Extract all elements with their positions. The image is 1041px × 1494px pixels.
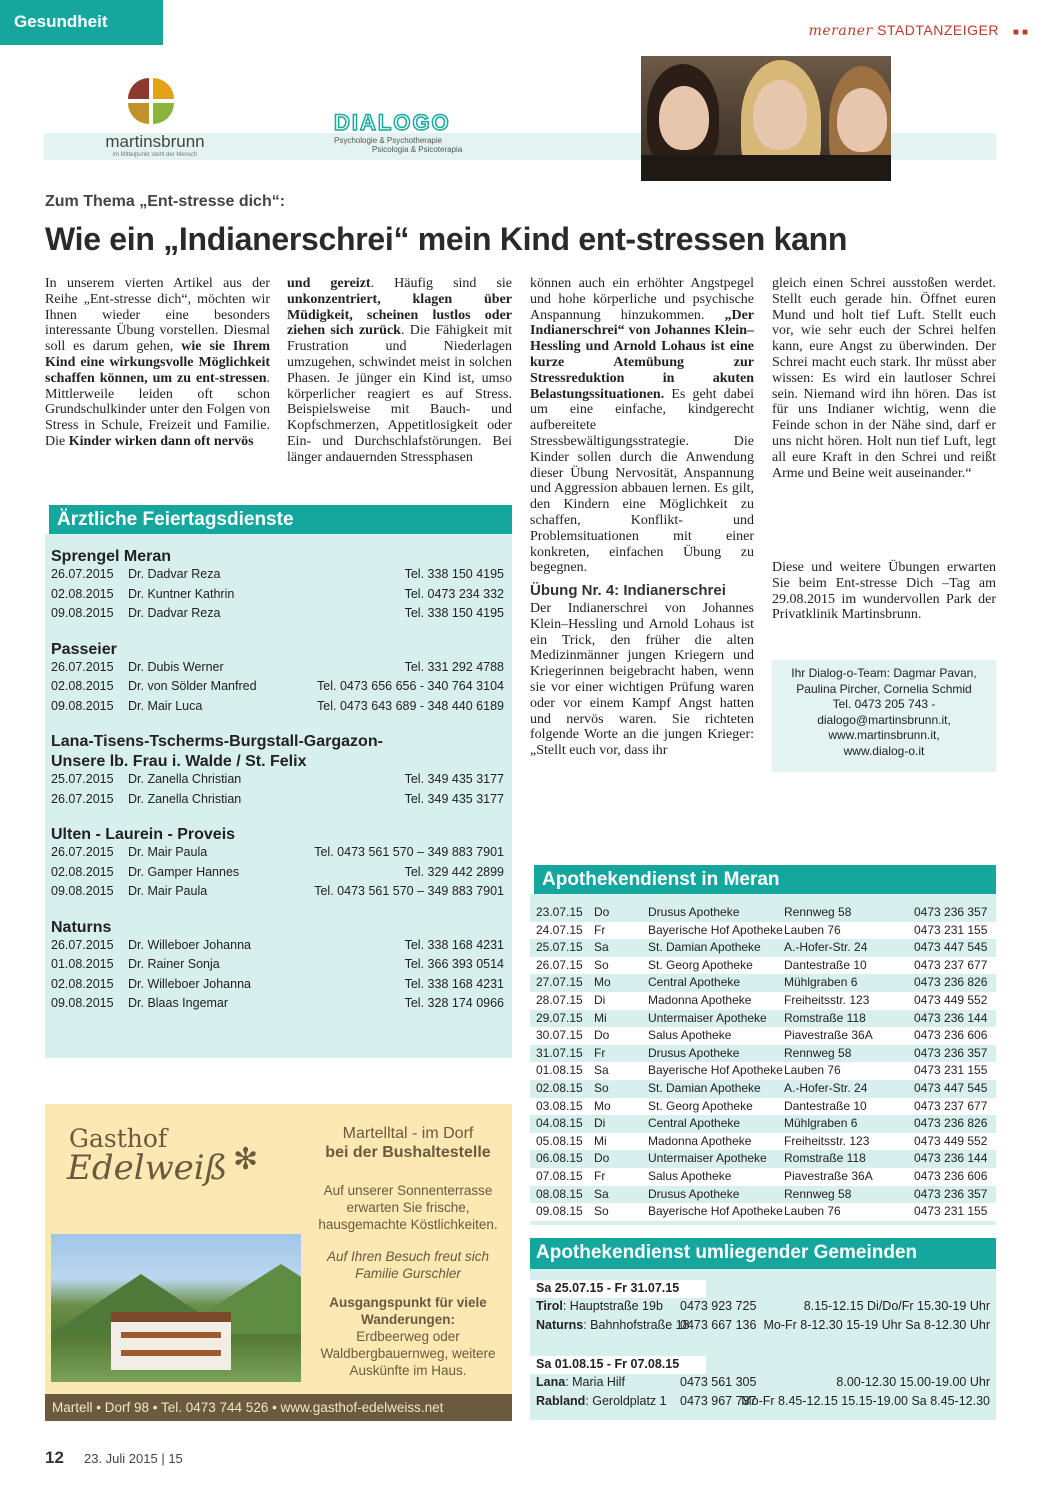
pharmacy-date: 25.07.15 [536,940,583,955]
pharmacy-phone: 0473 236 606 [914,1028,988,1043]
doctor-name: Dr. Mair Paula [128,845,208,859]
doctor-name: Dr. Zanella Christian [128,772,242,786]
pharmacy-row [530,939,996,957]
pharmacy-row [530,1186,996,1204]
pharmacy-address: Rennweg 58 [784,1186,852,1201]
pharmacy-day: Sa [594,1063,609,1078]
col2-run: und gereizt [287,276,371,291]
doctor-group-title: Passeier [51,640,117,658]
col1-run: In unserem vierten Artikel aus der Reihe „Ent-stresse dich“, möchten wir Ihnen wieder eine besonders interessante Übung vorstellen. Diesmal soll es darum gehen, [45,276,270,355]
doctor-name: Dr. Dadvar Reza [128,606,221,620]
ad-gasthof-word: Gasthof [69,1124,168,1153]
pharmacy-hours: Mo-Fr 8.45-12.15 15.15-19.00 Sa 8.45-12.30 [741,1394,990,1408]
doctor-date: 25.07.2015 [51,772,114,786]
team-line: Ihr Dialog-o-Team: Dagmar Pavan, [791,666,977,680]
team-line: www.dialog-o.it [843,743,925,758]
pharmacy-name: Untermaiser Apotheke [648,1151,767,1166]
pharmacy-surrounding-list [530,1269,996,1412]
pharmacy-date: 07.08.15 [536,1168,583,1183]
pharmacy-phone: 0473 449 552 [914,1133,988,1148]
pharmacy-row [530,1133,996,1151]
pharmacy-day: So [594,1080,609,1095]
article-col-4b: Diese und weitere Übungen erwarten Sie beim Ent-stresse Dich –Tag am 29.08.2015 im wundervollen Park der Privatklinik Martinsbrunn. [772,560,996,623]
pharmacy-address: Dantestraße 10 [784,957,867,972]
pharmacy-name: Untermaiser Apotheke [648,1010,767,1025]
pharmacy-day: Di [594,1116,606,1131]
doctor-phone: Tel. 338 168 4231 [404,976,504,991]
masthead-meraner: meraner [808,23,873,39]
team-contact-box [772,660,996,772]
doctor-date: 02.08.2015 [51,864,114,879]
doctor-date: 26.07.2015 [51,567,114,581]
pharmacy-date: 29.07.15 [536,1010,583,1025]
pharmacy-date: 02.08.15 [536,1080,583,1095]
doctors-list [45,534,512,1016]
pharmacy-phone: 0473 447 545 [914,1080,988,1095]
doctors-box [45,505,512,1058]
pharmacy-address: Mühlgraben 6 [784,1116,858,1131]
pharmacy-day: So [594,1204,609,1219]
doctor-phone: Tel. 0473 234 332 [404,586,504,601]
dialogo-sub-1: Psychologie & Psychotherapie [334,136,443,145]
pharmacy-day: Fr [594,1045,606,1060]
pharmacy-address: Romstraße 118 [784,1010,866,1025]
pharmacy-address: A.-Hofer-Str. 24 [784,940,868,955]
pharmacy-name: St. Damian Apotheke [648,940,761,955]
pharmacy-address: Lauben 76 [784,1063,841,1078]
doctor-phone: Tel. 338 150 4195 [404,567,504,581]
col3-run: können auch ein erhöhter Angstpegel und hohe körperliche und psychische Anspannung hinzukommen. [530,276,754,323]
pharmacy-phone: 0473 236 357 [914,1186,988,1201]
pharmacy-surrounding-row [530,1393,996,1412]
ad-location [313,1124,503,1162]
team-line: Paulina Pircher, Cornelia Schmid [796,681,972,696]
pharmacy-phone: 0473 236 606 [914,1168,988,1183]
doctor-phone: Tel. 366 393 0514 [404,957,504,971]
doctor-row [51,792,512,812]
pharmacy-row [530,1062,996,1080]
pharmacy-week-label: Sa 01.08.15 - Fr 07.08.15 [530,1356,706,1374]
pharmacy-address: Rennweg 58 [784,1045,852,1060]
doctor-row [51,845,512,865]
pharmacy-phone: 0473 237 677 [914,1098,988,1113]
pharmacy-row [530,1098,996,1116]
pharmacy-phone: 0473 236 144 [914,1151,988,1166]
doctor-date: 02.08.2015 [51,679,114,693]
doctor-group-title: Naturns [51,918,112,936]
pharmacy-place [536,1375,625,1389]
doctor-phone: Tel. 349 435 3177 [404,772,504,786]
article-col-2 [287,276,512,466]
pharmacy-place-address: : Bahnhofstraße 18 [583,1318,690,1332]
issue-date: 23. Juli 2015 | 15 [84,1451,183,1466]
ad-text-3: Erdbeerweg oder Waldbergbauernweg, weitere Auskünfte im Haus. [320,1329,496,1378]
pharmacy-phone: 0473 231 155 [914,1063,988,1078]
pharmacy-day: Sa [594,1186,609,1201]
pharmacy-phone: 0473 231 155 [914,1204,988,1219]
pharmacy-row [530,1115,996,1133]
pharmacy-name: Madonna Apotheke [648,1133,752,1148]
pharmacy-place [536,1318,690,1332]
pharmacy-name: Drusus Apotheke [648,1045,740,1060]
col1-run: wie sie Ihrem Kind eine wirkungsvolle Möglichkeit schaffen können, um zu ent-stressen [45,339,270,386]
pharmacy-date: 30.07.15 [536,1028,583,1043]
pharmacy-surrounding-box [530,1238,996,1420]
dialogo-sub-2: Psicologia & Psicoterapia [372,145,463,154]
team-line: www.martinsbrunn.it, [828,728,940,742]
pharmacy-box [530,865,996,1225]
doctor-phone: Tel. 328 174 0966 [404,996,504,1010]
pharmacy-address: Piavestraße 36A [784,1168,873,1183]
doctor-date: 09.08.2015 [51,884,114,898]
pharmacy-place-name: Rabland [536,1394,586,1408]
pharmacy-address: Freiheitsstr. 123 [784,1133,870,1148]
article-col-3 [530,276,754,576]
doctor-name: Dr. von Sölder Manfred [128,679,257,693]
pharmacy-day: Sa [594,940,609,955]
doctor-phone: Tel. 0473 561 570 – 349 883 7901 [314,845,504,859]
doctor-name: Dr. Dubis Werner [128,659,224,674]
doctor-phone: Tel. 0473 561 570 – 349 883 7901 [314,884,504,898]
doctor-group-title: Ulten - Laurein - Proveis [51,826,236,843]
pharmacy-date: 26.07.15 [536,957,583,972]
pharmacy-surrounding-phone: 0473 923 725 [680,1299,757,1313]
martinsbrunn-cross-icon [128,78,176,126]
pharmacy-place [536,1299,663,1313]
doctor-name: Dr. Dadvar Reza [128,567,221,581]
pharmacy-row [530,904,996,922]
doctor-date: 02.08.2015 [51,976,114,991]
dialogo-logo [334,110,462,154]
pharmacy-table [530,894,996,1221]
doctor-name: Dr. Mair Paula [128,884,208,898]
section-tab: Gesundheit [0,0,163,45]
doctor-row [51,679,512,699]
doctors-title: Ärztliche Feiertagsdienste [45,505,512,534]
dialogo-word: DIALOGO [334,110,451,135]
pharmacy-surrounding-row [530,1298,996,1317]
exercise-subhead: Übung Nr. 4: Indianerschrei [530,582,726,599]
col2-run: . Die Fähigkeit mit Frustration und Niederlagen umzugehen, schwindet meist in solchen Phasen. Je jünger ein Kind ist, umso körperlicher reagiert es auf Stress. Beispielsweise mit Bauch- und Kopfschmerzen, Appetitlosigkeit oder Ein- und Durchschlafstörungen. Bei länger andauernden Stressphasen [287,323,513,465]
ad-edelweiss-word: Edelweiß [67,1148,228,1188]
doctor-date: 26.07.2015 [51,659,114,674]
doctor-date: 09.08.2015 [51,698,114,713]
doctor-row [51,567,512,587]
ad-headline-2: bei der Bushaltestelle [325,1144,491,1161]
pharmacy-date: 23.07.15 [536,905,583,919]
pharmacy-row [530,1045,996,1063]
pharmacy-address: Freiheitsstr. 123 [784,992,870,1007]
pharmacy-place-name: Tirol [536,1299,563,1313]
pharmacy-place [536,1394,667,1408]
pharmacy-phone: 0473 237 677 [914,957,988,972]
col3-run: Es geht dabei um eine einfache, kindgerecht aufbereitete Stressbewältigungsstrategie. Die Kinder sollen durch die Anwendung dieser Übung Nervosität, Anspannung und Aggression abbauen lernen. Es gilt, den Kindern eine Möglichkeit zu schaffen, Konflikt- und Problemsituationen mit einer konkreten, einfachen Übung zu begegnen. [530,386,754,576]
doctor-row [51,938,512,958]
pharmacy-phone: 0473 236 144 [914,1010,988,1025]
pharmacy-surrounding-title: Apothekendienst umliegender Gemeinden [530,1238,996,1269]
martinsbrunn-tagline: im Mittelpunkt steht der Mensch [112,152,198,158]
pharmacy-date: 03.08.15 [536,1098,583,1113]
doctor-phone: Tel. 349 435 3177 [404,791,504,806]
doctor-row [51,977,512,997]
masthead-dots: ■■ [1012,27,1031,38]
pharmacy-day: Do [594,905,610,919]
article-kicker: Zum Thema „Ent-stresse dich“: [45,193,286,210]
pharmacy-place-name: Lana [536,1375,566,1389]
pharmacy-row [530,922,996,940]
edelweiss-flower-icon: ✻ [233,1143,259,1176]
pharmacy-name: Central Apotheke [648,1116,741,1131]
masthead-stadtanzeiger: STADTANZEIGER [877,22,999,38]
pharmacy-row [530,1203,996,1221]
pharmacy-surrounding-phone: 0473 667 136 [680,1318,757,1332]
pharmacy-row [530,1027,996,1045]
pharmacy-address: A.-Hofer-Str. 24 [784,1080,868,1095]
pharmacy-date: 01.08.15 [536,1063,583,1078]
pharmacy-name: Salus Apotheke [648,1028,732,1043]
pharmacy-day: Fr [594,1168,606,1183]
doctor-date: 09.08.2015 [51,606,114,620]
pharmacy-place-address: : Geroldplatz 1 [585,1394,667,1408]
doctor-row [51,957,512,977]
pharmacy-address: Mühlgraben 6 [784,975,858,990]
pharmacy-date: 08.08.15 [536,1186,583,1201]
doctor-group-title-2: Unsere lb. Frau i. Walde / St. Felix [51,753,307,770]
col2-run: . Häufig sind sie [370,276,513,291]
col3-run: „Der Indianerschrei“ von Johannes Klein–Hessling und Arnold Lohaus ist eine kurze Atemübung zur Stressreduktion in akuten Belastungssituationen. [530,307,754,402]
pharmacy-place-address: : Maria Hilf [565,1375,625,1389]
pharmacy-date: 27.07.15 [536,975,583,990]
pharmacy-name: Bayerische Hof Apotheke [648,922,783,937]
pharmacy-phone: 0473 236 826 [914,975,988,990]
pharmacy-surrounding-phone: 0473 561 305 [680,1375,757,1389]
col1-run: . Mittlerweile leiden oft schon Grundschulkinder unter den Folgen von Stress in Schule, Freizeit und Familie. Die [45,370,270,449]
pharmacy-name: St. Georg Apotheke [648,1098,753,1113]
pharmacy-hours: 8.00-12.30 15.00-19.00 Uhr [836,1375,990,1389]
doctor-row [51,606,512,626]
team-line: dialogo@martinsbrunn.it, [817,712,951,727]
doctor-row [51,996,512,1016]
pharmacy-phone: 0473 236 357 [914,905,988,919]
gasthof-ad [45,1104,512,1421]
pharmacy-row [530,1150,996,1168]
pharmacy-phone: 0473 231 155 [914,922,988,937]
martinsbrunn-name: martinsbrunn [105,132,205,151]
pharmacy-date: 28.07.15 [536,992,583,1007]
doctor-row [51,587,512,607]
pharmacy-name: St. Damian Apotheke [648,1080,761,1095]
doctor-row [51,884,512,904]
pharmacy-date: 05.08.15 [536,1133,583,1148]
pharmacy-hours: Mo-Fr 8-12.30 15-19 Uhr Sa 8-12.30 Uhr [763,1318,990,1332]
pharmacy-name: Madonna Apotheke [648,992,752,1007]
pharmacy-row [530,1010,996,1028]
doctor-date: 26.07.2015 [51,937,114,952]
pharmacy-phone: 0473 449 552 [914,992,988,1007]
doctor-date: 09.08.2015 [51,996,114,1010]
article-col-3b: Der Indianerschrei von Johannes Klein–Hessling und Arnold Lohaus ist ein Trick, den früher die alten Medizinmänner jungen Kriegern und Kriegerinnen beigebracht haben, wenn sie vor einer wichtigen Prüfung waren oder vor einem Kampf Angst hatten und nervös waren. Sie richteten folgende Worte an die jungen Krieger: „Stellt euch vor, dass ihr [530,601,754,759]
ad-hotel-photo [51,1234,301,1382]
pharmacy-day: Fr [594,922,606,937]
pharmacy-row [530,1080,996,1098]
ad-text-1: Auf unserer Sonnenterrasse erwarten Sie frische, hausgemachte Köstlichkeiten. [318,1183,498,1232]
pharmacy-phone: 0473 236 826 [914,1116,988,1131]
pharmacy-name: Bayerische Hof Apotheke [648,1063,783,1078]
ad-footer: Martell • Dorf 98 • Tel. 0473 744 526 • www.gasthof-edelweiss.net [45,1394,512,1421]
doctor-group-title: Lana-Tisens-Tscherms-Burgstall-Gargazon- [51,733,383,750]
pharmacy-day: Do [594,1028,610,1043]
ad-headline-1: Martelltal - im Dorf [342,1125,474,1142]
page-number: 12 [45,1448,64,1467]
doctor-row [51,865,512,885]
pharmacy-day: Mi [594,1133,607,1148]
pharmacy-row [530,957,996,975]
pharmacy-row [530,974,996,992]
pharmacy-name: St. Georg Apotheke [648,957,753,972]
team-line: Tel. 0473 205 743 - [832,697,936,711]
pharmacy-day: Mo [594,975,611,990]
pharmacy-name: Central Apotheke [648,975,741,990]
ad-text-3-bold: Ausgangspunkt für viele Wanderungen: [329,1295,487,1327]
pharmacy-date: 09.08.15 [536,1204,583,1219]
martinsbrunn-logo [90,78,220,158]
doctor-name: Dr. Kuntner Kathrin [128,586,235,601]
pharmacy-address: Dantestraße 10 [784,1098,867,1113]
pharmacy-surrounding-phone: 0473 967 737 [680,1394,757,1408]
pharmacy-surrounding-row [530,1374,996,1393]
doctor-phone: Tel. 338 150 4195 [404,606,504,620]
doctor-name: Dr. Mair Luca [128,698,203,713]
pharmacy-phone: 0473 447 545 [914,940,988,955]
pharmacy-place-address: : Hauptstraße 19b [562,1299,663,1313]
team-photo [641,56,891,181]
doctor-name: Dr. Willeboer Johanna [128,937,251,952]
pharmacy-name: Drusus Apotheke [648,905,740,919]
doctor-group-title: Sprengel Meran [51,548,172,565]
doctor-name: Dr. Zanella Christian [128,791,242,806]
pharmacy-address: Lauben 76 [784,922,841,937]
doctor-row [51,699,512,719]
pharmacy-address: Romstraße 118 [784,1151,866,1166]
doctor-date: 26.07.2015 [51,791,114,806]
doctor-date: 01.08.2015 [51,957,114,971]
doctor-phone: Tel. 0473 656 656 - 340 764 3104 [317,679,504,693]
pharmacy-day: So [594,957,609,972]
doctor-name: Dr. Gamper Hannes [128,864,240,879]
pharmacy-surrounding-row [530,1317,996,1336]
pharmacy-date: 04.08.15 [536,1116,583,1131]
doctor-name: Dr. Blaas Ingemar [128,996,229,1010]
doctor-date: 02.08.2015 [51,586,114,601]
pharmacy-day: Do [594,1151,610,1166]
doctor-row [51,660,512,680]
article-col-4: gleich einen Schrei ausstoßen werdet. Stellt euch gerade hin. Öffnet euren Mund und holt tief Luft. Stellt euch vor, wie sehr euch der Schrei helfen kann, eure Angst zu überwinden. Der Schrei macht euch stark. Ihr müsst aber wissen: Es wird ein lautloser Schrei sein. Niemand wird ihn hören. Das ist für uns Indianer wichtig, wenn die Feinde schon in der Nähe sind, darf er uns nicht hören. Holt nun tief Luft, legt all eure Kraft in den Schrei und reißt Arme und Beine weit auseinander.“ [772,276,996,481]
pharmacy-place-name: Naturns [536,1318,584,1332]
pharmacy-day: Mi [594,1010,607,1025]
pharmacy-date: 31.07.15 [536,1045,583,1060]
pharmacy-week-label: Sa 25.07.15 - Fr 31.07.15 [530,1280,706,1298]
pharmacy-row [530,992,996,1010]
pharmacy-name: Drusus Apotheke [648,1186,740,1201]
pharmacy-phone: 0473 236 357 [914,1045,988,1060]
doctor-name: Dr. Rainer Sonja [128,957,220,971]
pharmacy-row [530,1168,996,1186]
col2-run: unkonzentriert, klagen über Müdigkeit, scheinen lustlos oder ziehen sich zurück [287,291,512,339]
doctor-date: 26.07.2015 [51,845,114,859]
doctor-phone: Tel. 338 168 4231 [404,937,504,952]
pharmacy-name: Salus Apotheke [648,1168,732,1183]
doctor-phone: Tel. 331 292 4788 [404,659,504,674]
ad-text-2: Auf Ihren Besuch freut sich Familie Gurschler [326,1249,490,1281]
pharmacy-date: 24.07.15 [536,922,583,937]
pharmacy-date: 06.08.15 [536,1151,583,1166]
article-headline: Wie ein „Indianerschrei“ mein Kind ent-stressen kann [45,221,848,257]
pharmacy-address: Piavestraße 36A [784,1028,873,1043]
pharmacy-day: Di [594,992,606,1007]
pharmacy-day: Mo [594,1098,611,1113]
pharmacy-name: Bayerische Hof Apotheke [648,1204,783,1219]
pharmacy-address: Rennweg 58 [784,905,852,919]
pharmacy-address: Lauben 76 [784,1204,841,1219]
doctor-row [51,772,512,792]
pharmacy-hours: 8.15-12.15 Di/Do/Fr 15.30-19 Uhr [803,1299,990,1313]
col1-run: Kinder wirken dann oft nervös [68,433,254,449]
doctor-phone: Tel. 0473 643 689 - 348 440 6189 [317,698,504,713]
doctor-name: Dr. Willeboer Johanna [128,976,251,991]
masthead [809,22,999,39]
article-col-1 [45,276,270,450]
doctor-phone: Tel. 329 442 2899 [404,864,504,879]
pharmacy-title: Apothekendienst in Meran [530,865,996,894]
